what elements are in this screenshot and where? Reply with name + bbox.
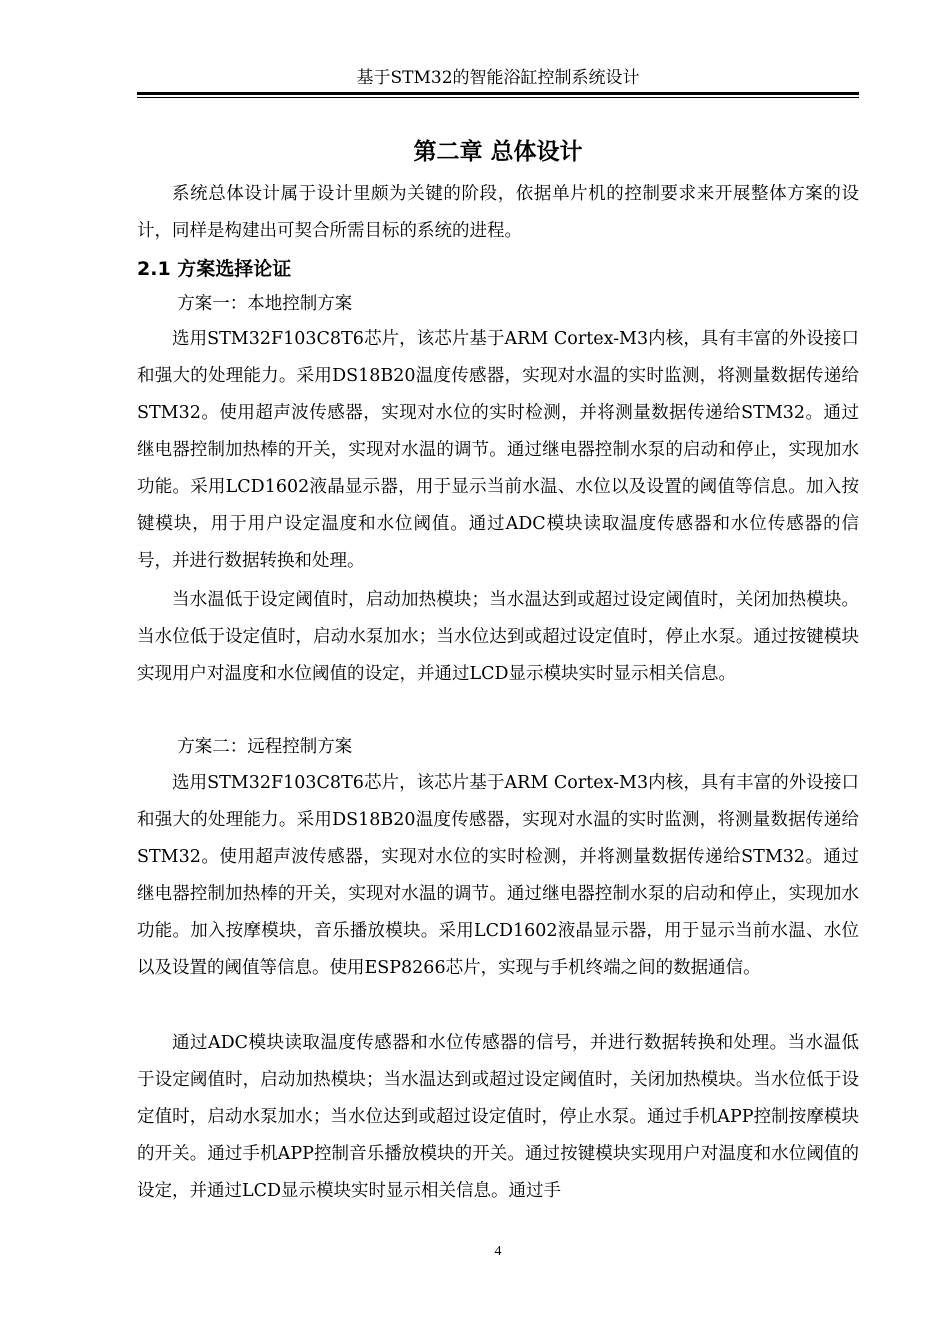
plan2-paragraph-1: 选用STM32F103C8T6芯片，该芯片基于ARM Cortex-M3内核，具有丰富的外设接口和强大的处理能力。采用DS18B20温度传感器，实现对水温的实时监测，将测量数据传递给STM32。使用超声波传感器，实现对水位的实时检测，并将测量数据传递给STM32。通过继电器控制加热棒的开关，实现对水温的调节。通过继电器控制水泵的启动和停止，实现加水功能。加入按摩模块，音乐播放模块。采用LCD1602液晶显示器，用于显示当前水温、水位以及设置的阈值等信息。使用ESP8266芯片，实现与手机终端之间的数据通信。 (137, 773, 859, 978)
page-number: 4 (494, 1244, 502, 1259)
chapter-intro-paragraph: 系统总体设计属于设计里颇为关键的阶段，依据单片机的控制要求来开展整体方案的设计，同样是构建出可契合所需目标的系统的进程。 (137, 184, 859, 241)
section-heading: 2.1 方案选择论证 (137, 258, 292, 280)
chapter-title: 第二章 总体设计 (413, 139, 583, 165)
plan1-paragraph-2: 当水温低于设定阈值时，启动加热模块；当水温达到或超过设定阈值时，关闭加热模块。当水位低于设定值时，启动水泵加水；当水位达到或超过设定值时，停止水泵。通过按键模块实现用户对温度和水位阈值的设定，并通过LCD显示模块实时显示相关信息。 (137, 590, 859, 684)
running-header: 基于STM32的智能浴缸控制系统设计 (356, 68, 640, 88)
plan1-label: 方案一：本地控制方案 (177, 294, 353, 314)
plan2-label: 方案二：远程控制方案 (177, 737, 353, 757)
header-rule (137, 92, 859, 98)
plan2-paragraph-2: 通过ADC模块读取温度传感器和水位传感器的信号，并进行数据转换和处理。当水温低于设定阈值时，启动加热模块；当水温达到或超过设定阈值时，关闭加热模块。当水位低于设定值时，启动水泵加水；当水位达到或超过设定值时，停止水泵。通过手机APP控制按摩模块的开关。通过手机APP控制音乐播放模块的开关。通过按键模块实现用户对温度和水位阈值的设定，并通过LCD显示模块实时显示相关信息。通过手 (137, 1033, 859, 1201)
plan1-paragraph-1: 选用STM32F103C8T6芯片，该芯片基于ARM Cortex-M3内核，具有丰富的外设接口和强大的处理能力。采用DS18B20温度传感器，实现对水温的实时监测，将测量数据传递给STM32。使用超声波传感器，实现对水位的实时检测，并将测量数据传递给STM32。通过继电器控制加热棒的开关，实现对水温的调节。通过继电器控制水泵的启动和停止，实现加水功能。采用LCD1602液晶显示器，用于显示当前水温、水位以及设置的阈值等信息。加入按键模块，用于用户设定温度和水位阈值。通过ADC模块读取温度传感器和水位传感器的信号，并进行数据转换和处理。 (137, 329, 859, 571)
